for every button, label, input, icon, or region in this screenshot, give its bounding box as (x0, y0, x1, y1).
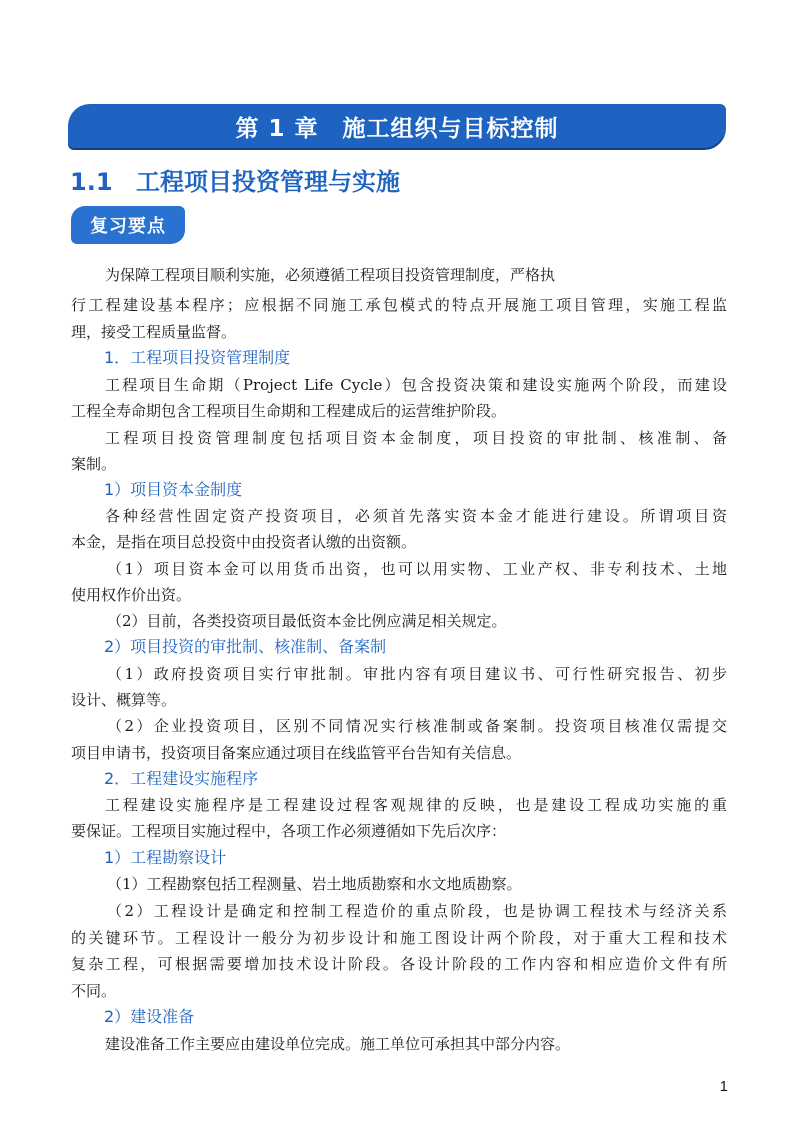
paragraph-line: （2）目前，各类投资项目最低资本金比例应满足相关规定。 (107, 612, 507, 630)
subheading: 1）工程勘察设计 (104, 848, 227, 867)
paragraph-line: 的关键环节。工程设计一般分为初步设计和施工图设计两个阶段，对于重大工程和技术 (71, 929, 727, 947)
paragraph-line: 理，接受工程质量监督。 (71, 323, 237, 341)
paragraph-line: （1）工程勘察包括工程测量、岩土地质勘察和水文地质勘察。 (107, 875, 522, 893)
paragraph-line: 使用权作价出资。 (71, 586, 192, 604)
paragraph-line: 工程建设实施程序是工程建设过程客观规律的反映，也是建设工程成功实施的重 (105, 796, 727, 814)
page-number: 1 (719, 1078, 728, 1095)
paragraph-line: （2）工程设计是确定和控制工程造价的重点阶段，也是协调工程技术与经济关系 (107, 902, 727, 920)
paragraph-line: 要保证。工程项目实施过程中，各项工作必须遵循如下先后次序： (71, 822, 507, 840)
section-number: 1.1 (70, 168, 113, 196)
paragraph-line: 设计、概算等。 (71, 691, 177, 709)
paragraph-line: 案制。 (71, 455, 117, 473)
chapter-name: 施工组织与目标控制 (342, 115, 559, 142)
section-heading (70, 162, 400, 197)
chapter-banner (68, 104, 726, 148)
subheading: 1）项目资本金制度 (104, 480, 243, 499)
section-title: 工程项目投资管理与实施 (136, 168, 400, 196)
paragraph-line: 项目申请书，投资项目备案应通过项目在线监管平台告知有关信息。 (71, 744, 522, 762)
subheading: 2．工程建设实施程序 (104, 769, 259, 788)
subheading: 2）建设准备 (104, 1007, 195, 1026)
paragraph-line: 不同。 (71, 982, 117, 1000)
paragraph-line: 工程项目投资管理制度包括项目资本金制度，项目投资的审批制、核准制、备 (105, 429, 727, 447)
paragraph-line: 工程全寿命期包含工程项目生命期和工程建成后的运营维护阶段。 (71, 402, 507, 420)
paragraph-line: （2）企业投资项目，区别不同情况实行核准制或备案制。投资项目核准仅需提交 (107, 717, 727, 735)
paragraph-line: 行工程建设基本程序；应根据不同施工承包模式的特点开展施工项目管理，实施工程监 (71, 296, 727, 314)
chapter-number: 第 1 章 (235, 115, 319, 142)
paragraph-line: （1）政府投资项目实行审批制。审批内容有项目建议书、可行性研究报告、初步 (107, 665, 727, 683)
review-points-badge: 复习要点 (71, 206, 185, 244)
paragraph-line: （1）项目资本金可以用货币出资，也可以用实物、工业产权、非专利技术、土地 (107, 560, 727, 578)
paragraph-line: 复杂工程，可根据需要增加技术设计阶段。各设计阶段的工作内容和相应造价文件有所 (71, 955, 727, 973)
chapter-title (68, 104, 726, 148)
paragraph-line: 本金，是指在项目总投资中由投资者认缴的出资额。 (71, 533, 417, 551)
paragraph-line: 各种经营性固定资产投资项目，必须首先落实资本金才能进行建设。所谓项目资 (105, 507, 727, 525)
subheading: 1．工程项目投资管理制度 (104, 348, 291, 367)
paragraph-line: 工程项目生命期（Project Life Cycle）包含投资决策和建设实施两个阶段，而建设 (105, 376, 727, 394)
paragraph-line: 建设准备工作主要应由建设单位完成。施工单位可承担其中部分内容。 (105, 1035, 571, 1053)
subheading: 2）项目投资的审批制、核准制、备案制 (104, 637, 387, 656)
paragraph-line: 为保障工程项目顺利实施，必须遵循工程项目投资管理制度，严格执 (105, 266, 556, 284)
